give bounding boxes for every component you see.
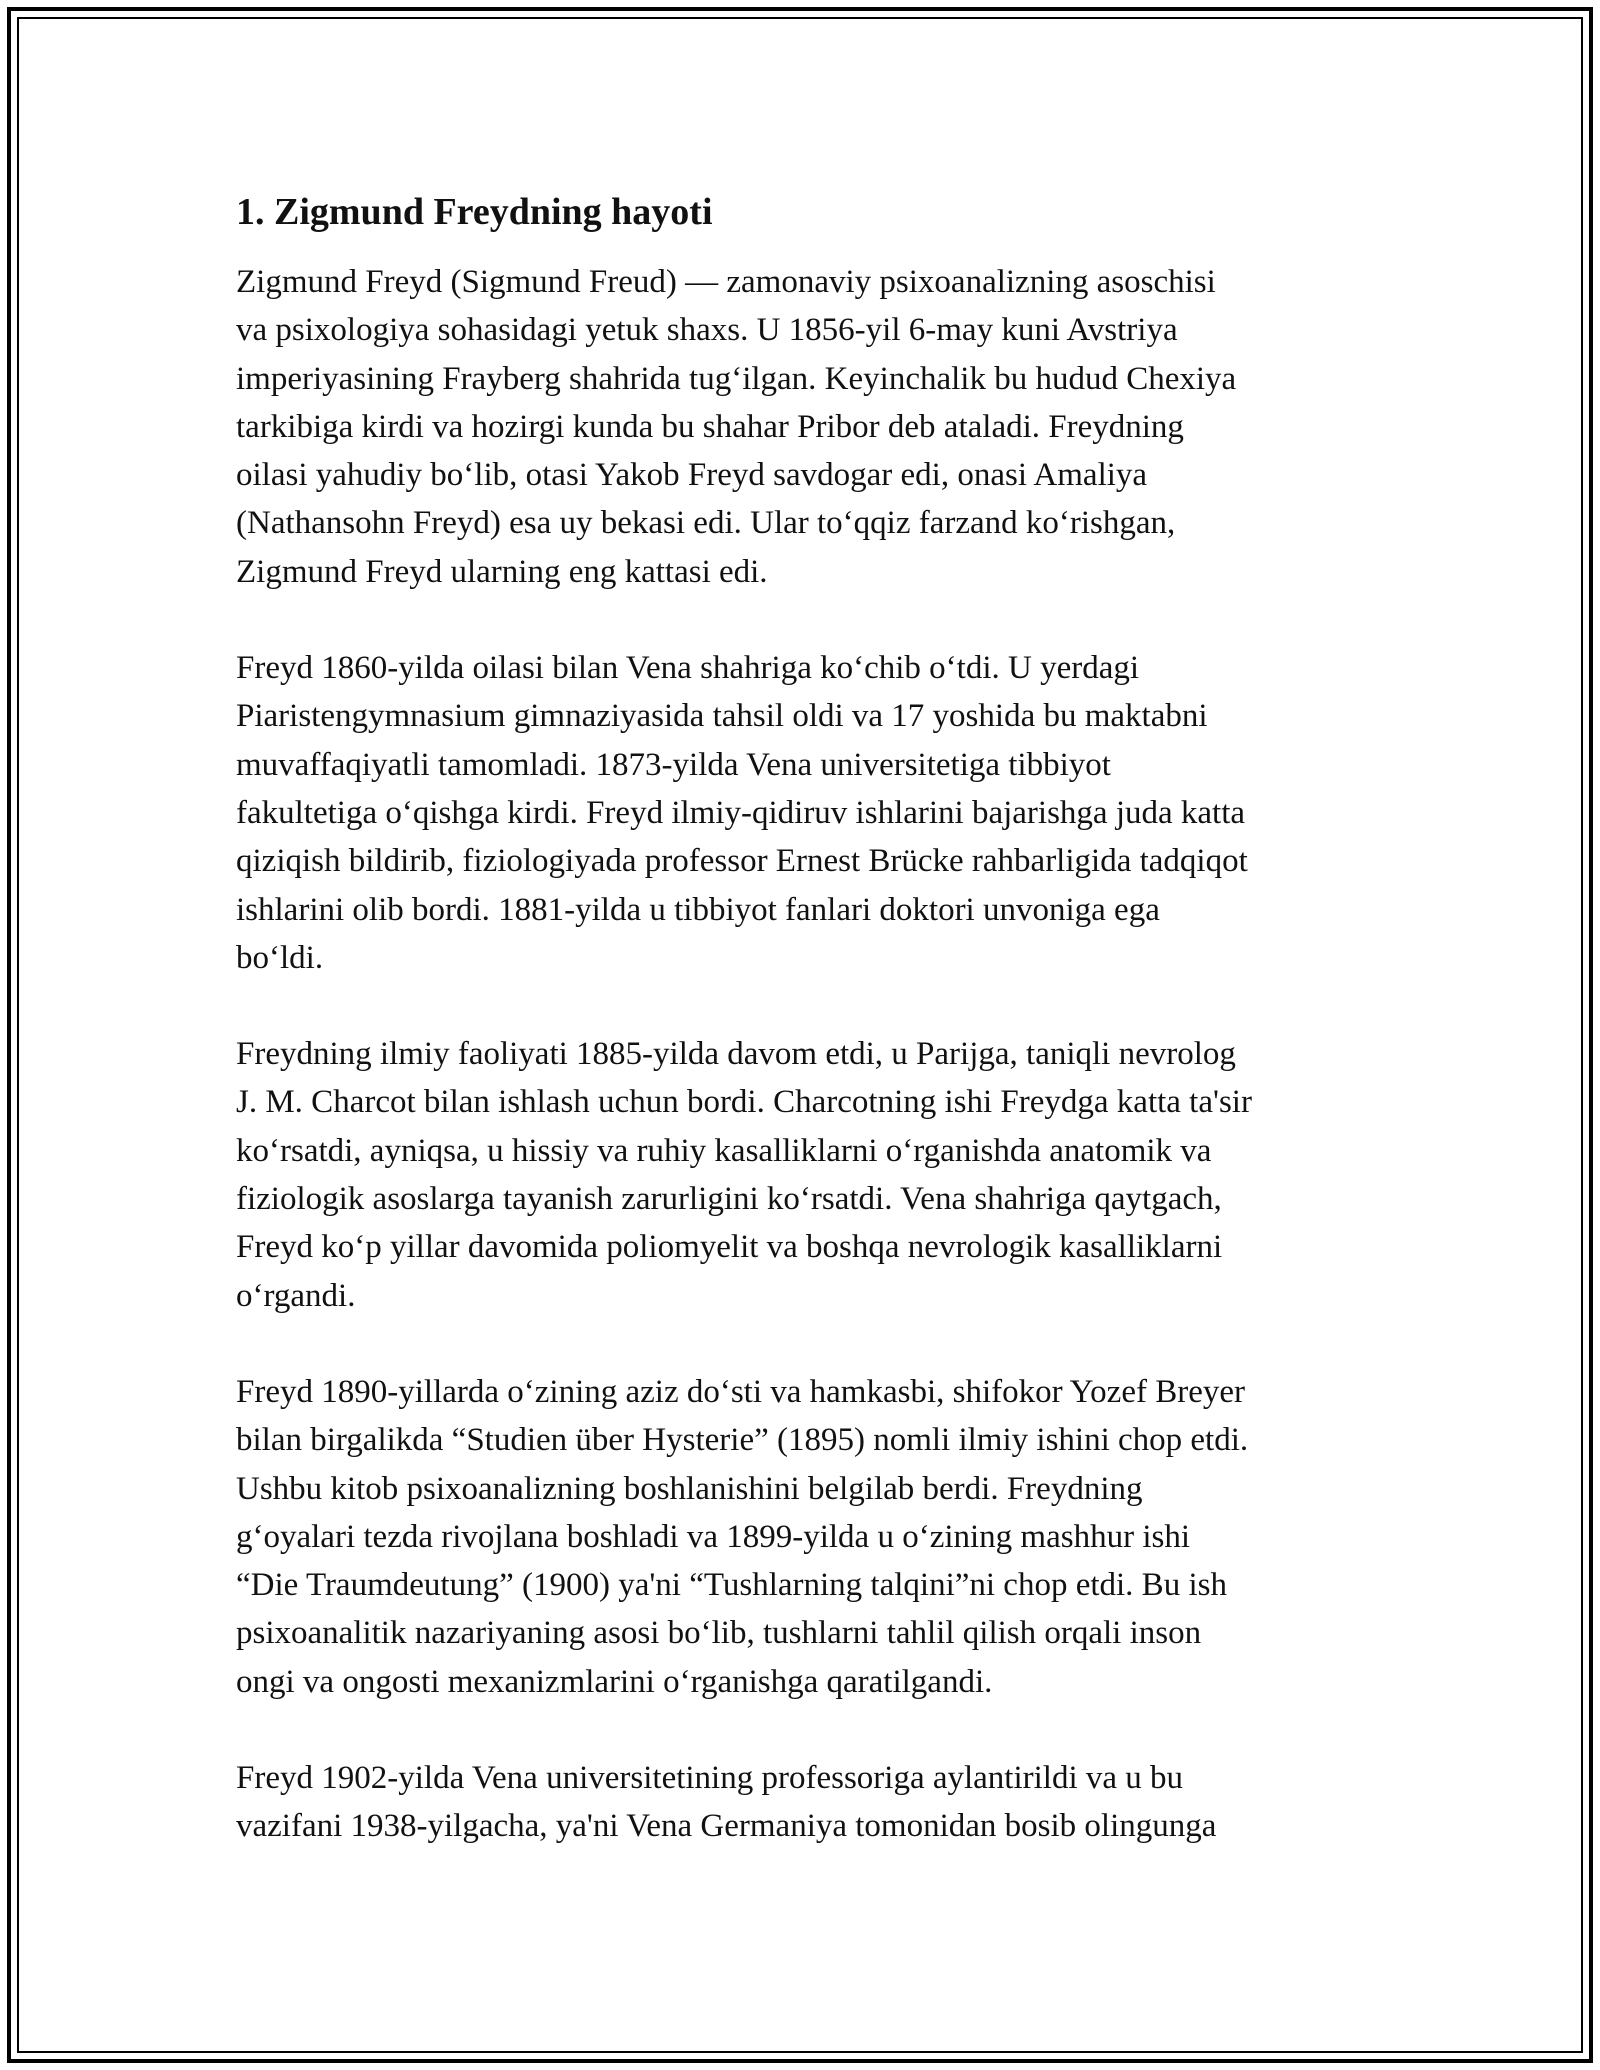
text-line: Ushbu kitob psixoanalizning boshlanishini belgilab berdi. Freydning xyxy=(236,1470,1143,1507)
text-line: “Die Traumdeutung” (1900) ya'ni “Tushlarning talqini”ni chop etdi. Bu ish xyxy=(236,1567,1227,1604)
text-line: Freydning ilmiy faoliyati 1885-yilda davom etdi, u Parijga, taniqli nevrolog xyxy=(236,1036,1236,1073)
paragraph xyxy=(236,1368,1376,1706)
text-line: (Nathansohn Freyd) esa uy bekasi edi. Ular to‘qqiz farzand ko‘rishgan, xyxy=(236,505,1176,542)
text-line: fiziologik asoslarga tayanish zarurligini ko‘rsatdi. Vena shahriga qaytgach, xyxy=(236,1181,1222,1218)
text-line: ongi va ongosti mexanizmlarini o‘rganishga qaratilgandi. xyxy=(236,1663,993,1700)
text-line: Zigmund Freyd (Sigmund Freud) — zamonaviy psixoanalizning asoschisi xyxy=(236,264,1216,300)
text-line: Piaristengymnasium gimnaziyasida tahsil oldi va 17 yoshida bu maktabni xyxy=(236,698,1208,735)
paragraph xyxy=(236,644,1376,982)
text-line: ishlarini olib bordi. 1881-yilda u tibbiyot fanlari doktori unvoniga ega xyxy=(236,891,1160,928)
text-line: imperiyasining Frayberg shahrida tug‘ilgan. Keyinchalik bu hudud Chexiya xyxy=(236,360,1237,397)
document-body xyxy=(236,188,1376,1899)
text-line: oilasi yahudiy bo‘lib, otasi Yakob Freyd savdogar edi, onasi Amaliya xyxy=(236,457,1148,494)
text-line: Freyd ko‘p yillar davomida poliomyelit va boshqa nevrologik kasalliklarni xyxy=(236,1229,1223,1266)
text-line: va psixologiya sohasidagi yetuk shaxs. U 1856-yil 6-may kuni Avstriya xyxy=(236,312,1178,349)
paragraph-list xyxy=(236,258,1376,1851)
text-line: muvaffaqiyatli tamomladi. 1873-yilda Vena universitetiga tibbiyot xyxy=(236,746,1111,783)
text-line: bo‘ldi. xyxy=(236,939,324,976)
text-line: Freyd 1902-yilda Vena universitetining professoriga aylantirildi va u bu xyxy=(236,1760,1184,1797)
section-title: 1. Zigmund Freydning hayoti xyxy=(236,191,713,233)
paragraph xyxy=(236,1030,1376,1320)
text-line: J. M. Charcot bilan ishlash uchun bordi. Charcotning ishi Freydga katta ta'sir xyxy=(236,1084,1252,1121)
text-line: vazifani 1938-yilgacha, ya'ni Vena Germaniya tomonidan bosib olingunga xyxy=(236,1808,1217,1845)
text-line: psixoanalitik nazariyaning asosi bo‘lib, tushlarni tahlil qilish orqali inson xyxy=(236,1615,1202,1652)
text-line: fakultetiga o‘qishga kirdi. Freyd ilmiy-qidiruv ishlarini bajarishga juda katta xyxy=(236,794,1246,831)
paragraph xyxy=(236,258,1376,596)
text-line: g‘oyalari tezda rivojlana boshladi va 1899-yilda u o‘zining mashhur ishi xyxy=(236,1518,1191,1555)
text-line: ko‘rsatdi, ayniqsa, u hissiy va ruhiy kasalliklarni o‘rganishda anatomik va xyxy=(236,1132,1212,1169)
text-line: tarkibiga kirdi va hozirgi kunda bu shahar Pribor deb ataladi. Freydning xyxy=(236,408,1184,445)
paragraph xyxy=(236,1754,1376,1851)
text-line: Freyd 1860-yilda oilasi bilan Vena shahriga ko‘chib o‘tdi. U yerdagi xyxy=(236,650,1140,687)
text-line: bilan birgalikda “Studien über Hysterie” (1895) nomli ilmiy ishini chop etdi. xyxy=(236,1422,1249,1459)
text-line: o‘rgandi. xyxy=(236,1277,356,1314)
text-line: Freyd 1890-yillarda o‘zining aziz do‘sti va hamkasbi, shifokor Yozef Breyer xyxy=(236,1373,1245,1410)
text-line: Zigmund Freyd ularning eng kattasi edi. xyxy=(236,553,768,590)
text-line: qiziqish bildirib, fiziologiyada professor Ernest Brücke rahbarligida tadqiqot xyxy=(236,843,1248,880)
